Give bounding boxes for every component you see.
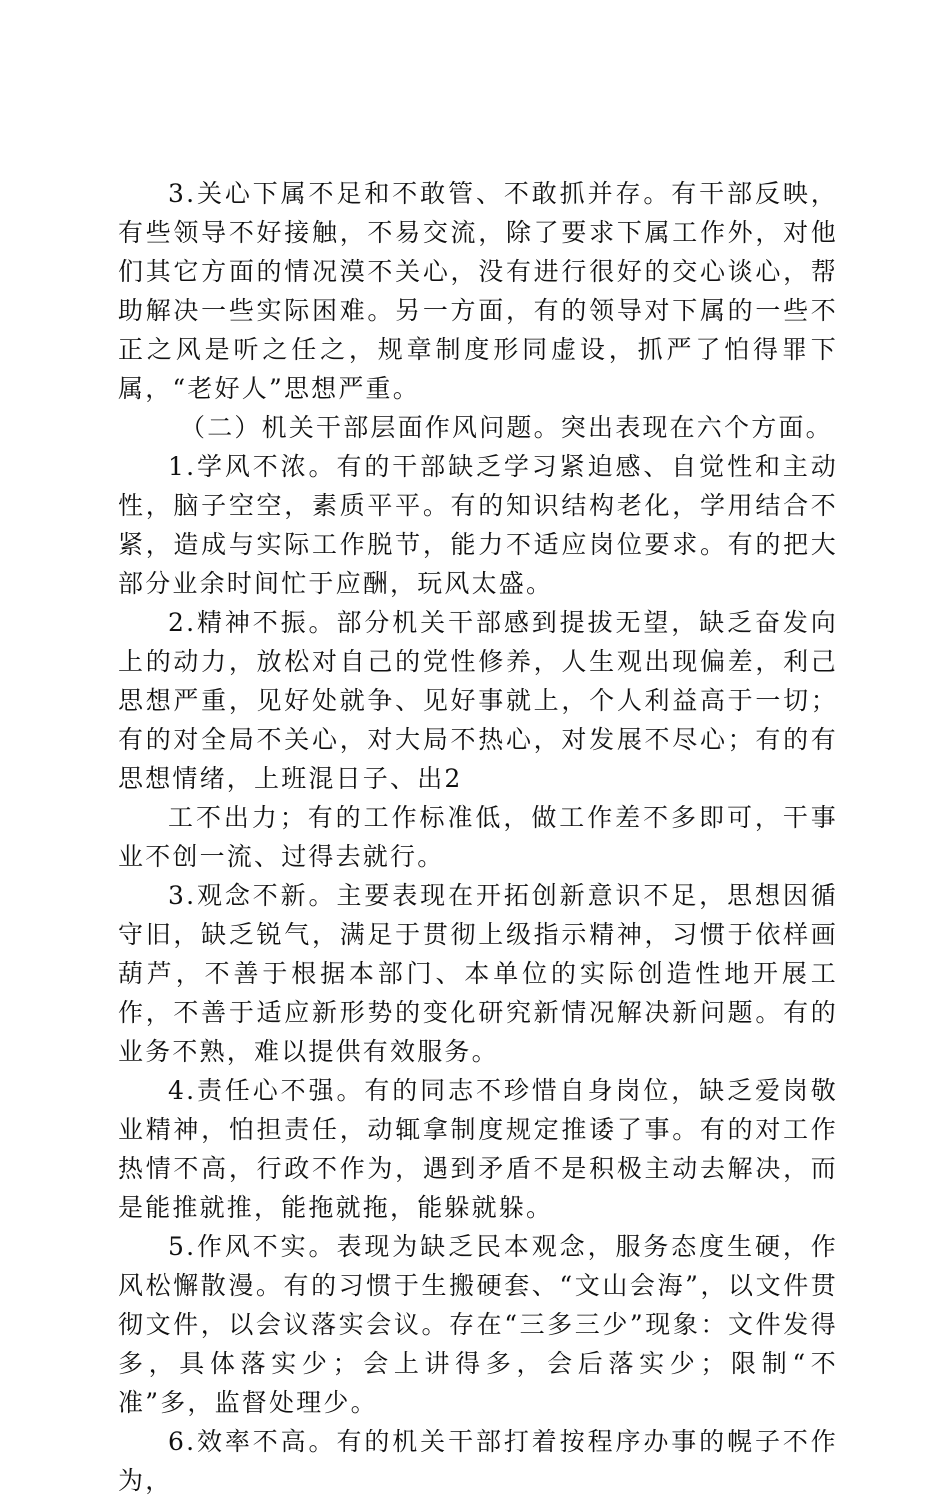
section-heading-staff-style: （二）机关干部层面作风问题。突出表现在六个方面。 [180, 413, 833, 442]
paragraph-concepts: 3.观念不新。主要表现在开拓创新意识不足，思想因循守旧，缺乏锐气，满足于贯彻上级指示精神，习惯于依样画葫芦，不善于根据本部门、本单位的实际创造性地开展工作，不善于适应新形势的变化研究新情况解决新问题。有的业务不熟，难以提供有效服务。 [118, 881, 838, 1066]
paragraph-spirit: 2.精神不振。部分机关干部感到提拔无望，缺乏奋发向上的动力，放松对自己的党性修养，人生观出现偏差，利己思想严重，见好处就争、见好事就上，个人利益高于一切；有的对全局不关心，对大局不热心，对发展不尽心；有的有思想情绪，上班混日子、出2 [118, 608, 838, 793]
document-body [118, 174, 838, 1500]
paragraph-study-style: 1.学风不浓。有的干部缺乏学习紧迫感、自觉性和主动性，脑子空空，素质平平。有的知识结构老化，学用结合不紧，造成与实际工作脱节，能力不适应岗位要求。有的把大部分业余时间忙于应酬，玩风太盛。 [118, 452, 838, 598]
paragraph-responsibility: 4.责任心不强。有的同志不珍惜自身岗位，缺乏爱岗敬业精神，怕担责任，动辄拿制度规定推诿了事。有的对工作热情不高，行政不作为，遇到矛盾不是积极主动去解决，而是能推就推，能拖就拖，能躲就躲。 [118, 1076, 838, 1222]
paragraph-caring-subordinates: 3.关心下属不足和不敢管、不敢抓并存。有干部反映，有些领导不好接触，不易交流，除了要求下属工作外，对他们其它方面的情况漠不关心，没有进行很好的交心谈心，帮助解决一些实际困难。另一方面，有的领导对下属的一些不正之风是听之任之，规章制度形同虚设，抓严了怕得罪下属，“老好人”思想严重。 [118, 179, 838, 403]
paragraph-continuation: 工不出力；有的工作标准低，做工作差不多即可，干事业不创一流、过得去就行。 [118, 803, 838, 871]
paragraph-work-style: 5.作风不实。表现为缺乏民本观念，服务态度生硬，作风松懈散漫。有的习惯于生搬硬套、“文山会海”，以文件贯彻文件，以会议落实会议。存在“三多三少”现象：文件发得多，具体落实少；会上讲得多，会后落实少；限制“不准”多，监督处理少。 [118, 1232, 838, 1417]
paragraph-efficiency: 6.效率不高。有的机关干部打着按程序办事的幌子不作为， [118, 1427, 838, 1495]
